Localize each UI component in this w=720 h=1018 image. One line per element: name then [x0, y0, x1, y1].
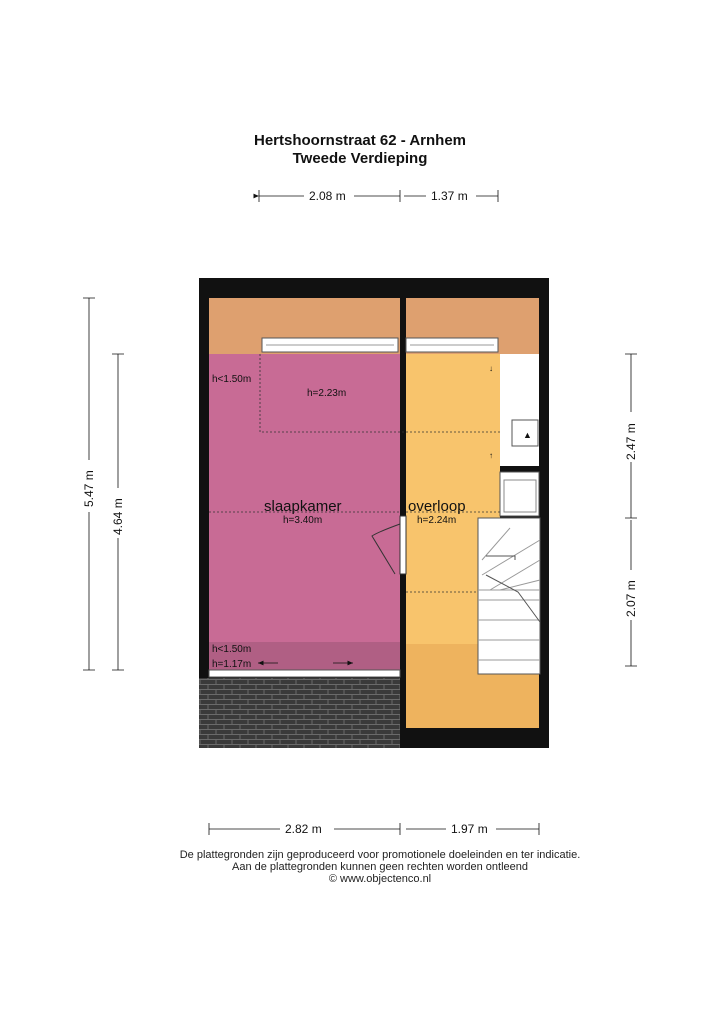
- bedroom-name: slaapkamer: [264, 498, 342, 515]
- landing-floor-mid: [406, 516, 478, 644]
- bedroom-door: [400, 516, 406, 574]
- svg-text:↓: ↓: [489, 364, 493, 373]
- bedroom-height: h=3.40m: [283, 515, 323, 526]
- dimension-left-inner: 4.64 m: [111, 498, 125, 535]
- dimension-right-top: 2.47 m: [624, 423, 638, 460]
- dimension-bottom-left: 2.82 m: [285, 822, 322, 836]
- svg-text:↑: ↑: [489, 451, 493, 460]
- landing-height: h=2.24m: [417, 515, 457, 526]
- height-note-bottom-eave: h=1.17m: [212, 659, 252, 670]
- dimension-top-right: 1.37 m: [431, 189, 468, 203]
- interior-wall: [400, 298, 406, 728]
- height-note-top-mid: h=2.23m: [307, 388, 347, 399]
- utility-nook: [500, 354, 539, 466]
- plan-floor-title: Tweede Verdieping: [292, 150, 428, 167]
- disclaimer-line-1: De plattegronden zijn geproduceerd voor promotionele doeleinden en ter indicatie.: [179, 849, 581, 861]
- roof-tiles: [199, 678, 400, 748]
- washing-machine-space: [500, 472, 539, 516]
- plan-address-title: Hertshoornstraat 62 - Arnhem: [254, 132, 466, 149]
- copyright-line: © www.objectenco.nl: [328, 873, 432, 885]
- dimension-line-bottom: [209, 823, 539, 835]
- staircase: [478, 518, 540, 674]
- dimension-right-bottom: 2.07 m: [624, 580, 638, 617]
- eave-window: [209, 670, 400, 677]
- dimension-top-left: 2.08 m: [309, 189, 346, 203]
- height-note-bottom-low: h<1.50m: [212, 644, 252, 655]
- boiler-icon: ▲: [523, 430, 532, 440]
- disclaimer-line-2: Aan de plattegronden kunnen geen rechten worden ontleend: [231, 861, 528, 873]
- dimension-bottom-right: 1.97 m: [451, 822, 488, 836]
- landing-name: overloop: [408, 498, 466, 515]
- height-note-top-low: h<1.50m: [212, 374, 252, 385]
- dimension-left-outer: 5.47 m: [82, 470, 96, 507]
